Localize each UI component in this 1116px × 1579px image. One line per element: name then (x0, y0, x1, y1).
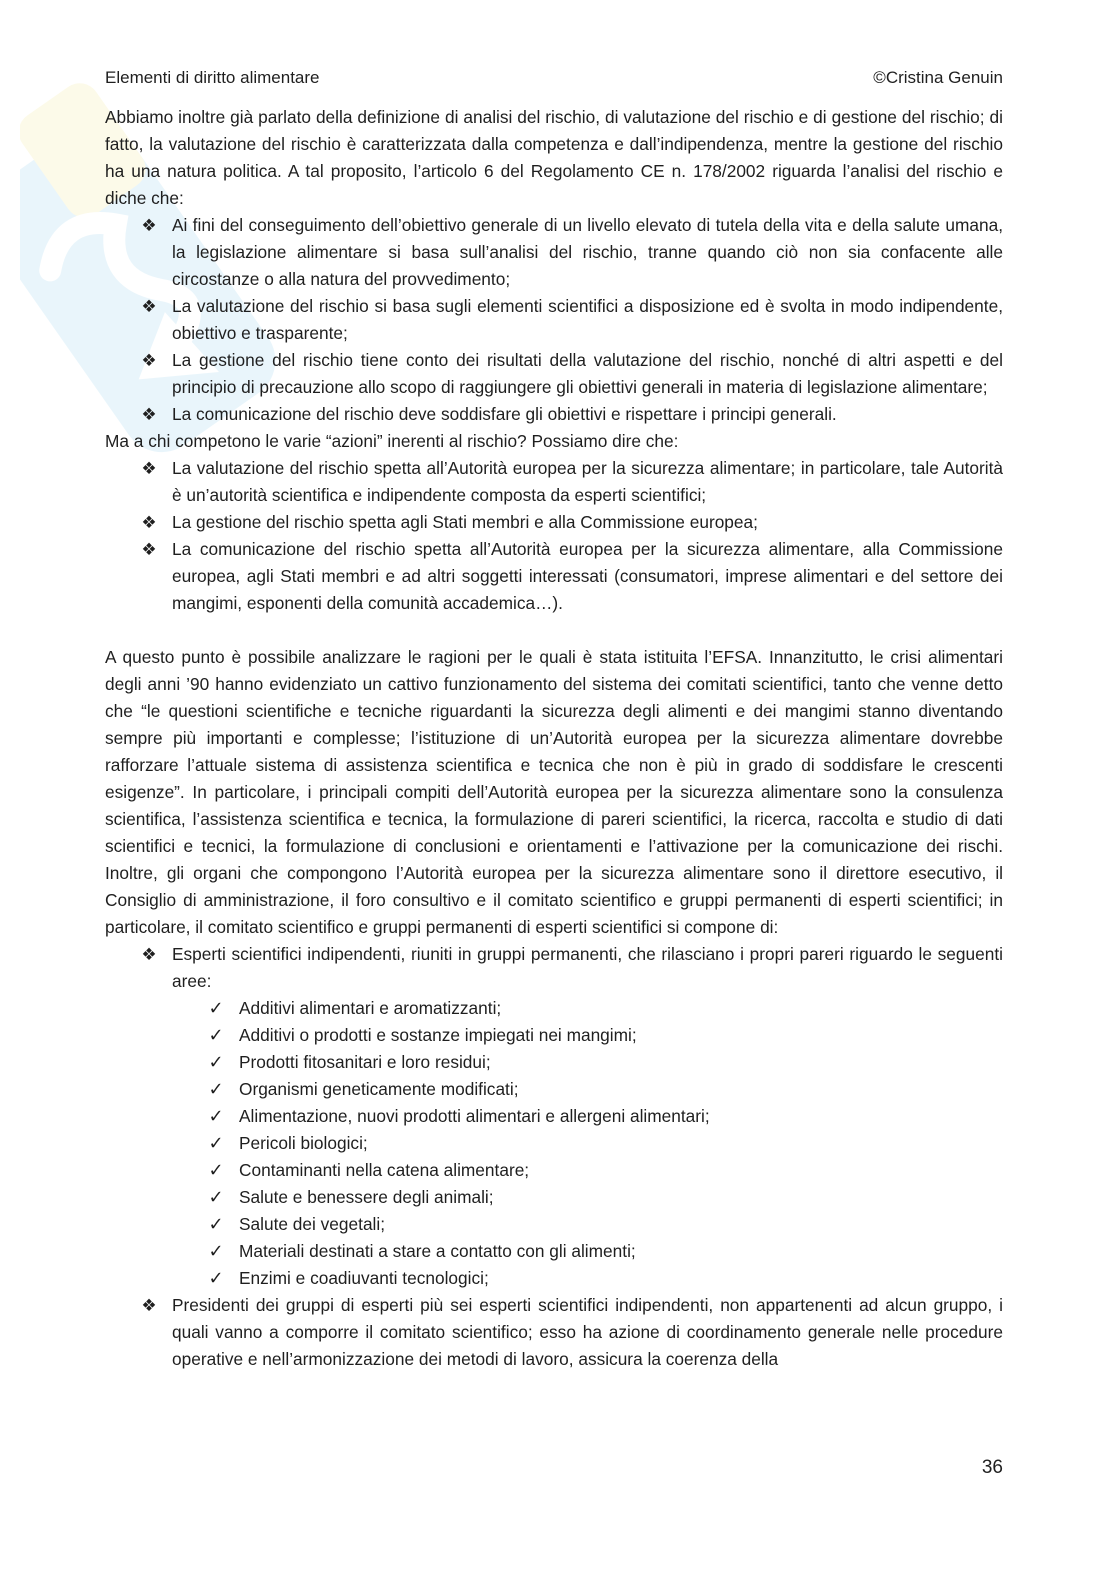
four-petal-diamond-icon: ❖ (141, 540, 157, 559)
competence-list (105, 455, 1003, 617)
checkmark-icon: ✓ (208, 1187, 224, 1207)
checkmark-icon: ✓ (208, 1214, 224, 1234)
list-item-text: La gestione del rischio spetta agli Stati membri e alla Commissione europea; (172, 512, 758, 532)
four-petal-diamond-icon: ❖ (141, 1296, 157, 1315)
list-item (105, 1022, 1003, 1049)
list-item-text: Additivi o prodotti e sostanze impiegati nei mangimi; (239, 1025, 637, 1045)
document-title: Elementi di diritto alimentare (105, 68, 320, 87)
checkmark-icon: ✓ (208, 1025, 224, 1045)
list-item-text: Pericoli biologici; (239, 1133, 368, 1153)
list-item-text: La valutazione del rischio spetta all’Autorità europea per la sicurezza alimentare; in particolare, tale Autorità è un’autorità scientifica e indipendente composta da esperti scientifici; (172, 458, 1003, 505)
checkmark-icon: ✓ (208, 1241, 224, 1261)
list-item-text: Salute dei vegetali; (239, 1214, 386, 1234)
author-copyright: ©Cristina Genuin (873, 68, 1003, 87)
checkmark-icon: ✓ (208, 1106, 224, 1126)
list-item-text: Salute e benessere degli animali; (239, 1187, 494, 1207)
checkmark-icon: ✓ (208, 1052, 224, 1072)
page-number: 36 (981, 1457, 1003, 1478)
intro-paragraph: Abbiamo inoltre già parlato della definizione di analisi del rischio, di valutazione del rischio e di gestione del rischio; di fatto, la valutazione del rischio è caratterizzata dalla competenza e dall’indipendenza, mentre la gestione del rischio ha una natura politica. A tal proposito, l’articolo 6 del Regolamento CE n. 178/2002 riguarda l’analisi del rischio e diche che: (105, 107, 1003, 208)
list-item (105, 941, 1003, 995)
page-header (105, 67, 1003, 89)
four-petal-diamond-icon: ❖ (141, 297, 157, 316)
list-item-text: Esperti scientifici indipendenti, riuniti in gruppi permanenti, che rilasciano i propri pareri riguardo le seguenti aree: (172, 944, 1003, 991)
checkmark-icon: ✓ (208, 1268, 224, 1288)
page-content (105, 104, 1003, 1373)
article6-list (105, 212, 1003, 428)
four-petal-diamond-icon: ❖ (141, 405, 157, 424)
list-item (105, 1211, 1003, 1238)
list-item-text: Alimentazione, nuovi prodotti alimentari e allergeni alimentari; (239, 1106, 710, 1126)
list-item (105, 1157, 1003, 1184)
list-item (105, 536, 1003, 617)
four-petal-diamond-icon: ❖ (141, 459, 157, 478)
four-petal-diamond-icon: ❖ (141, 216, 157, 235)
checkmark-icon: ✓ (208, 998, 224, 1018)
list-item-text: Prodotti fitosanitari e loro residui; (239, 1052, 491, 1072)
list-item (105, 347, 1003, 401)
list-item-text: Contaminanti nella catena alimentare; (239, 1160, 530, 1180)
list-item (105, 293, 1003, 347)
list-item-text: La valutazione del rischio si basa sugli elementi scientifici a disposizione ed è svolta in modo indipendente, obiettivo e trasparente; (172, 296, 1003, 343)
list-item (105, 1184, 1003, 1211)
list-item (105, 212, 1003, 293)
list-item-text: Additivi alimentari e aromatizzanti; (239, 998, 502, 1018)
list-item-text: Ai fini del conseguimento dell’obiettivo generale di un livello elevato di tutela della vita e della salute umana, la legislazione alimentare si basa sull’analisi del rischio, tranne quando ciò non sia confacente alle circostanze o alla natura del provvedimento; (172, 215, 1003, 289)
list-item-text: La gestione del rischio tiene conto dei risultati della valutazione del rischio, nonché di altri aspetti e del principio di precauzione allo scopo di raggiungere gli obiettivi generali in materia di legislazione alimentare; (172, 350, 1003, 397)
list-item (105, 1265, 1003, 1292)
efsa-paragraph: A questo punto è possibile analizzare le ragioni per le quali è stata istituita l’EFSA. Innanzitutto, le crisi alimentari degli anni ’90 hanno evidenziato un cattivo funzionamento del sistema dei comitati scientifici, tanto che venne detto che “le questioni scientifiche e tecniche riguardanti la sicurezza degli alimenti e dei mangimi stanno diventando sempre più importanti e complesse; l’istituzione di un’Autorità europea per la sicurezza alimentare dovrebbe rafforzare l’attuale sistema di assistenza scientifica e tecnica che non è più in grado di soddisfare le crescenti esigenze”. In particolare, i principali compiti dell’Autorità europea per la sicurezza alimentare sono la consulenza scientifica, l’assistenza scientifica e tecnica, la formulazione di pareri scientifici, la ricerca, raccolta e studio di dati scientifici e tecnici, la formulazione di conclusioni e orientamenti e l’attivazione per la comunicazione dei rischi. Inoltre, gli organi che compongono l’Autorità europea per la sicurezza alimentare sono il direttore esecutivo, il Consiglio di amministrazione, il foro consultivo e il comitato scientifico e gruppi permanenti di esperti scientifici; in particolare, il comitato scientifico e gruppi permanenti di esperti scientifici si compone di: (105, 647, 1003, 937)
four-petal-diamond-icon: ❖ (141, 513, 157, 532)
areas-list (105, 995, 1003, 1292)
list-item (105, 455, 1003, 509)
list-item (105, 1076, 1003, 1103)
list-item (105, 1103, 1003, 1130)
list-item (105, 1130, 1003, 1157)
list-item (105, 401, 1003, 428)
paragraph-spacer (105, 617, 1003, 644)
list-item-text: Enzimi e coadiuvanti tecnologici; (239, 1268, 489, 1288)
checkmark-icon: ✓ (208, 1133, 224, 1153)
list-item-text: Presidenti dei gruppi di esperti più sei esperti scientifici indipendenti, non appartenenti ad alcun gruppo, i quali vanno a comporre il comitato scientifico; esso ha azione di coordinamento generale nelle procedure operative e nell’armonizzazione dei metodi di lavoro, assicura la coerenza della (172, 1295, 1003, 1369)
list-item (105, 995, 1003, 1022)
list-item-text: La comunicazione del rischio deve soddisfare gli obiettivi e rispettare i principi generali. (172, 404, 837, 424)
list-item-text: Materiali destinati a stare a contatto con gli alimenti; (239, 1241, 636, 1261)
checkmark-icon: ✓ (208, 1160, 224, 1180)
checkmark-icon: ✓ (208, 1079, 224, 1099)
list-item (105, 1049, 1003, 1076)
list-item-text: Organismi geneticamente modificati; (239, 1079, 519, 1099)
list-item (105, 1238, 1003, 1265)
list-item (105, 509, 1003, 536)
question-paragraph: Ma a chi competono le varie “azioni” inerenti al rischio? Possiamo dire che: (105, 431, 679, 451)
four-petal-diamond-icon: ❖ (141, 945, 157, 964)
four-petal-diamond-icon: ❖ (141, 351, 157, 370)
list-item (105, 1292, 1003, 1373)
list-item-text: La comunicazione del rischio spetta all’Autorità europea per la sicurezza alimentare, alla Commissione europea, agli Stati membri e ad altri soggetti interessati (consumatori, imprese alimentari e del settore dei mangimi, esponenti della comunità accademica…). (172, 539, 1003, 613)
